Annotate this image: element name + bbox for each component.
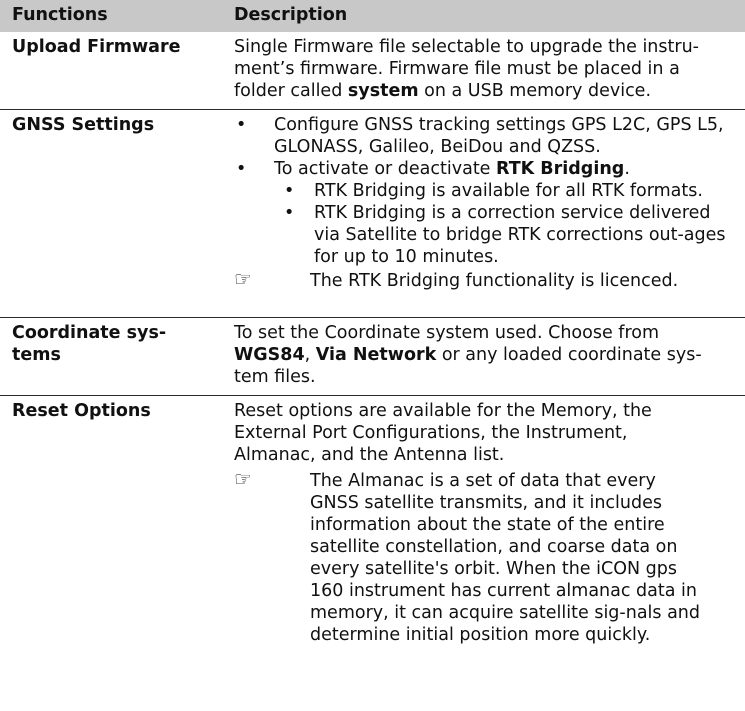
table-row-reset-options	[0, 396, 745, 650]
bullet-icon: •	[236, 159, 247, 179]
description-text: Single Firmware file selectable to upgrade the instru-ment’s firmware. Firmware file must be placed in a folder called system on a USB memory device.	[234, 37, 699, 101]
note: ☞ The RTK Bridging functionality is licenced.	[234, 267, 679, 291]
description-text: To set the Coordinate system used. Choose from WGS84, Via Network or any loaded coordinate sys-tem files.	[234, 323, 702, 387]
table-row-coordinate-systems	[0, 318, 745, 396]
bullet-item: • To activate or deactivate RTK Bridging.	[236, 159, 630, 179]
description-text: Reset options are available for the Memory, the External Port Configurations, the Instrument, Almanac, and the Antenna list.	[234, 401, 652, 465]
pointing-hand-icon: ☞	[234, 267, 252, 291]
function-description	[222, 396, 745, 650]
pointing-hand-icon: ☞	[234, 467, 252, 491]
function-name: Upload Firmware	[12, 37, 181, 57]
bullet-icon: •	[284, 203, 295, 223]
header-description: Description	[222, 0, 745, 32]
note: ☞ The Almanac is a set of data that every GNSS satellite transmits, and it includes information about the state of the entire satellite constellation, and coarse data on every satellite's orbit. When the iCON gps 160 instrument has current almanac data in memory, it can acquire satellite sig-nals and determine initial position more quickly.	[234, 467, 701, 645]
bullet-item: • Configure GNSS tracking settings GPS L2C, GPS L5, GLONASS, Galileo, BeiDou and QZSS.	[236, 115, 724, 157]
function-description	[222, 318, 745, 396]
bullet-icon: •	[284, 181, 295, 201]
function-description	[222, 110, 745, 318]
table-row-upload-firmware	[0, 32, 745, 110]
bullet-icon: •	[236, 115, 247, 135]
function-name: Coordinate sys-tems	[12, 323, 167, 365]
function-description	[222, 32, 745, 110]
sub-bullet-item: • RTK Bridging is available for all RTK formats.	[284, 181, 703, 201]
table-header-row	[0, 0, 745, 32]
function-name: Reset Options	[12, 401, 151, 421]
function-name: GNSS Settings	[12, 115, 155, 135]
sub-bullet-item: • RTK Bridging is a correction service delivered via Satellite to bridge RTK corrections out-ages for up to 10 minutes.	[284, 203, 726, 267]
header-functions: Functions	[0, 0, 222, 32]
table-row-gnss-settings	[0, 110, 745, 318]
